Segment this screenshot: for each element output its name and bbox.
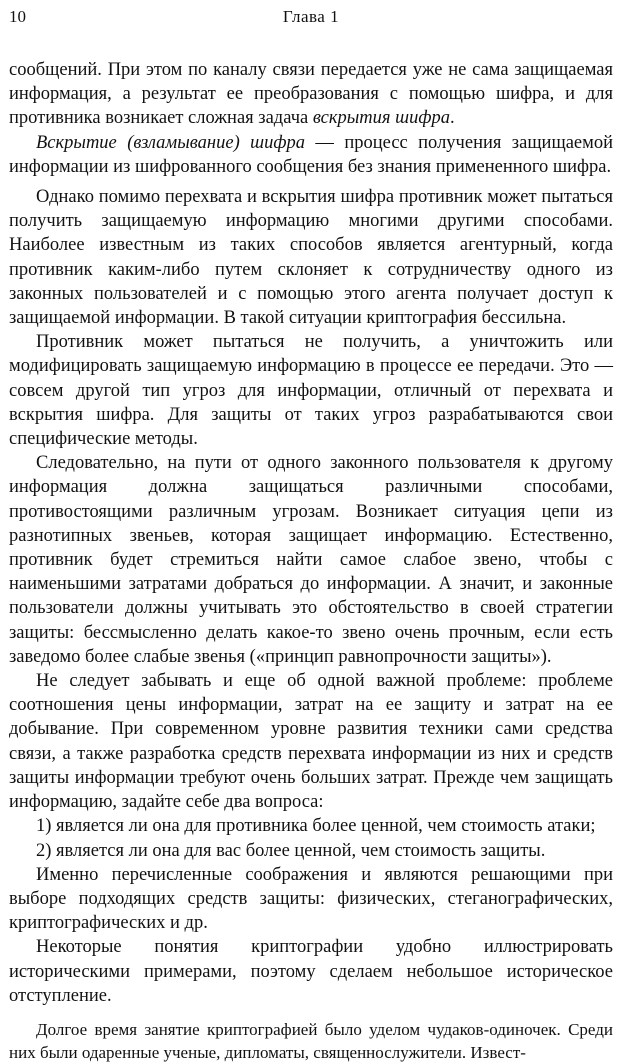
paragraph: Некоторые понятия криптографии удобно иллюстрировать историческими примерами, поэтому сделаем небольшое историческое отступление. (9, 937, 613, 1006)
chapter-title: Глава 1 (282, 7, 340, 26)
italic-term: Вскрытие (взламывание) шифра (36, 132, 305, 153)
text-run: — процесс получения защищаемой информации из шифрованного сообщения без знания примененного шифра. (9, 132, 613, 177)
paragraph: Однако помимо перехвата и вскрытия шифра противник может пытаться получить защищаемую информацию многими другими способами. Наиболее известным из таких способов является агентурный, когда противник каким-либо путем склоняет к сотрудничеству одного из законных пользователей и с помощью этого агента получает доступ к защищаемой информации. В такой ситуации криптография бессильна. (9, 187, 613, 329)
definition-paragraph (9, 131, 613, 179)
paragraph: Противник может пытаться не получить, а уничтожить или модифицировать защищаемую информацию в процессе ее передачи. Это — совсем другой тип угроз для информации, отличный от перехвата и вскрытия шифра. Для защиты от таких угроз разрабатываются свои специфические методы. (9, 332, 613, 450)
paragraph-continuation (9, 58, 613, 131)
page-body (9, 58, 613, 1064)
page-number: 10 (9, 7, 26, 26)
list-item: 2) является ли она для вас более ценной, чем стоимость защиты. (36, 840, 546, 861)
list-item: 1) является ли она для противника более ценной, чем стоимость атаки; (36, 816, 596, 837)
text-run: . (449, 108, 455, 129)
text-run: сообщений. При этом по каналу связи передается уже не сама защищаемая информация, а результат ее преобразования с помощью шифра, и для противника возникает сложная задача (9, 60, 613, 129)
paragraph-small-print: Долгое время занятие криптографией было уделом чудаков-одиночек. Среди них были одаренные ученые, дипломаты, священнослужители. Извест- (9, 1019, 613, 1062)
page-header (9, 0, 613, 44)
paragraph: Именно перечисленные соображения и являются решающими при выборе подходящих средств защиты: физических, стеганографических, криптографических и др. (9, 864, 613, 934)
paragraph: Не следует забывать и еще об одной важной проблеме: проблеме соотношения цены информации, затрат на ее защиту и затрат на ее добывание. При современном уровне развития техники сами средства связи, а также разработка средств перехвата информации из них и средств защиты информации требуют очень больших затрат. Прежде чем защищать информацию, задайте себе два вопроса: (9, 671, 613, 813)
book-page (9, 0, 613, 1062)
italic-term: вскрытия шифра (312, 108, 450, 129)
paragraph: Следовательно, на пути от одного законного пользователя к другому информация должна защищаться различными способами, противостоящими различным угрозам. Возникает ситуация цепи из разнотипных звеньев, которая защищает информацию. Естественно, противник будет стремиться найти самое слабое звено, чтобы с наименьшими затратами добраться до информации. А значит, и законные пользователи должны учитывать это обстоятельство в своей стратегии защиты: бессмысленно делать какое-то звено очень прочным, если есть заведомо более слабые звенья («принцип равнопрочности защиты»). (9, 453, 613, 667)
